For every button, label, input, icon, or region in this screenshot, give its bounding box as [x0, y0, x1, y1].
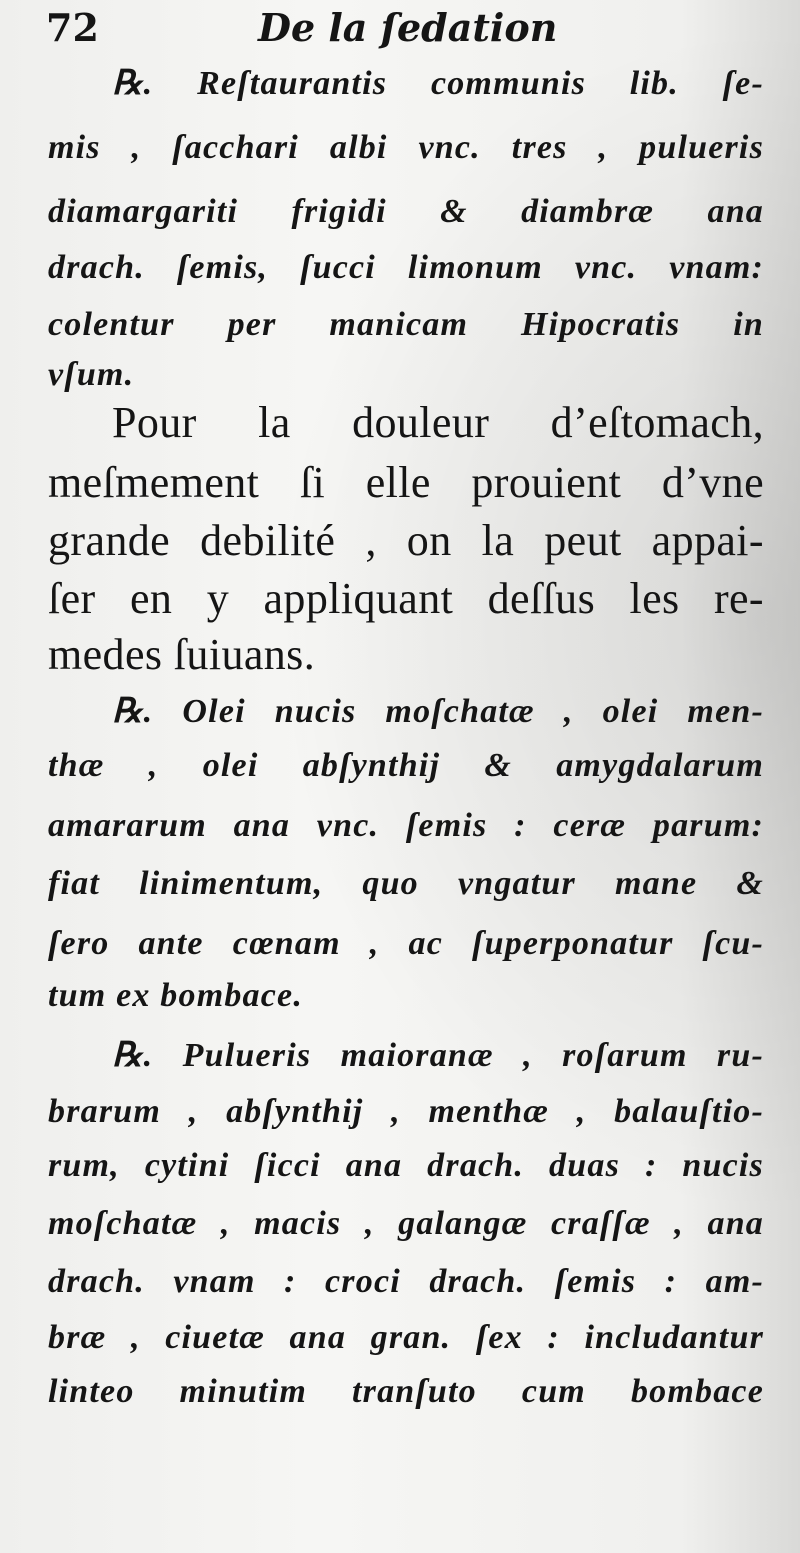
recipe-3-line-1: ℞. Pulueris maioranæ , roſarum ru- — [112, 1037, 764, 1074]
french-line-3: grande debilité , on la peut appai- — [48, 516, 764, 565]
recipe-2-line-4: fiat linimentum, quo vngatur mane & — [48, 865, 764, 902]
page-header — [46, 4, 766, 52]
recipe-2-line-1: ℞. Olei nucis moſchatæ , olei men- — [112, 693, 764, 730]
recipe-3-line-5: drach. vnam : croci drach. ſemis : am- — [48, 1263, 764, 1300]
recipe-2-line-6: tum ex bombace. — [48, 977, 304, 1014]
recipe-2-line-5: ſero ante cœnam , ac ſuperponatur ſcu- — [48, 925, 764, 962]
recipe-1-line-1: ℞. Reſtaurantis communis lib. ſe- — [112, 65, 764, 102]
recipe-3-line-2: brarum , abſynthij , menthæ , balauſtio- — [48, 1093, 764, 1130]
recipe-3-line-7: linteo minutim tranſuto cum bombace — [48, 1373, 764, 1410]
page-number: 72 — [46, 5, 99, 50]
recipe-1-line-6: vſum. — [48, 356, 135, 393]
recipe-1-line-4: drach. ſemis, ſucci limonum vnc. vnam: — [48, 249, 764, 286]
french-line-1: Pour la douleur d’eſtomach, — [112, 398, 764, 447]
running-head: De la ſedation — [258, 5, 558, 50]
recipe-1-line-2: mis , ſacchari albi vnc. tres , pulueris — [48, 129, 764, 166]
french-line-4: ſer en y appliquant deſſus les re- — [48, 574, 764, 623]
french-line-5: medes ſuiuans. — [48, 630, 316, 679]
recipe-2-line-2: thæ , olei abſynthij & amygdalarum — [48, 747, 764, 784]
recipe-1-line-3: diamargariti frigidi & diambræ ana — [48, 193, 764, 230]
recipe-3-line-3: rum, cytini ſicci ana drach. duas : nucis — [48, 1147, 764, 1184]
recipe-1-line-5: colentur per manicam Hipocratis in — [48, 306, 764, 343]
french-line-2: meſmement ſi elle prouient d’vne — [48, 458, 764, 507]
recipe-2-line-3: amararum ana vnc. ſemis : ceræ parum: — [48, 807, 764, 844]
recipe-3-line-4: moſchatæ , macis , galangæ craſſæ , ana — [48, 1205, 764, 1242]
recipe-3-line-6: bræ , ciuetæ ana gran. ſex : includantur — [48, 1319, 764, 1356]
